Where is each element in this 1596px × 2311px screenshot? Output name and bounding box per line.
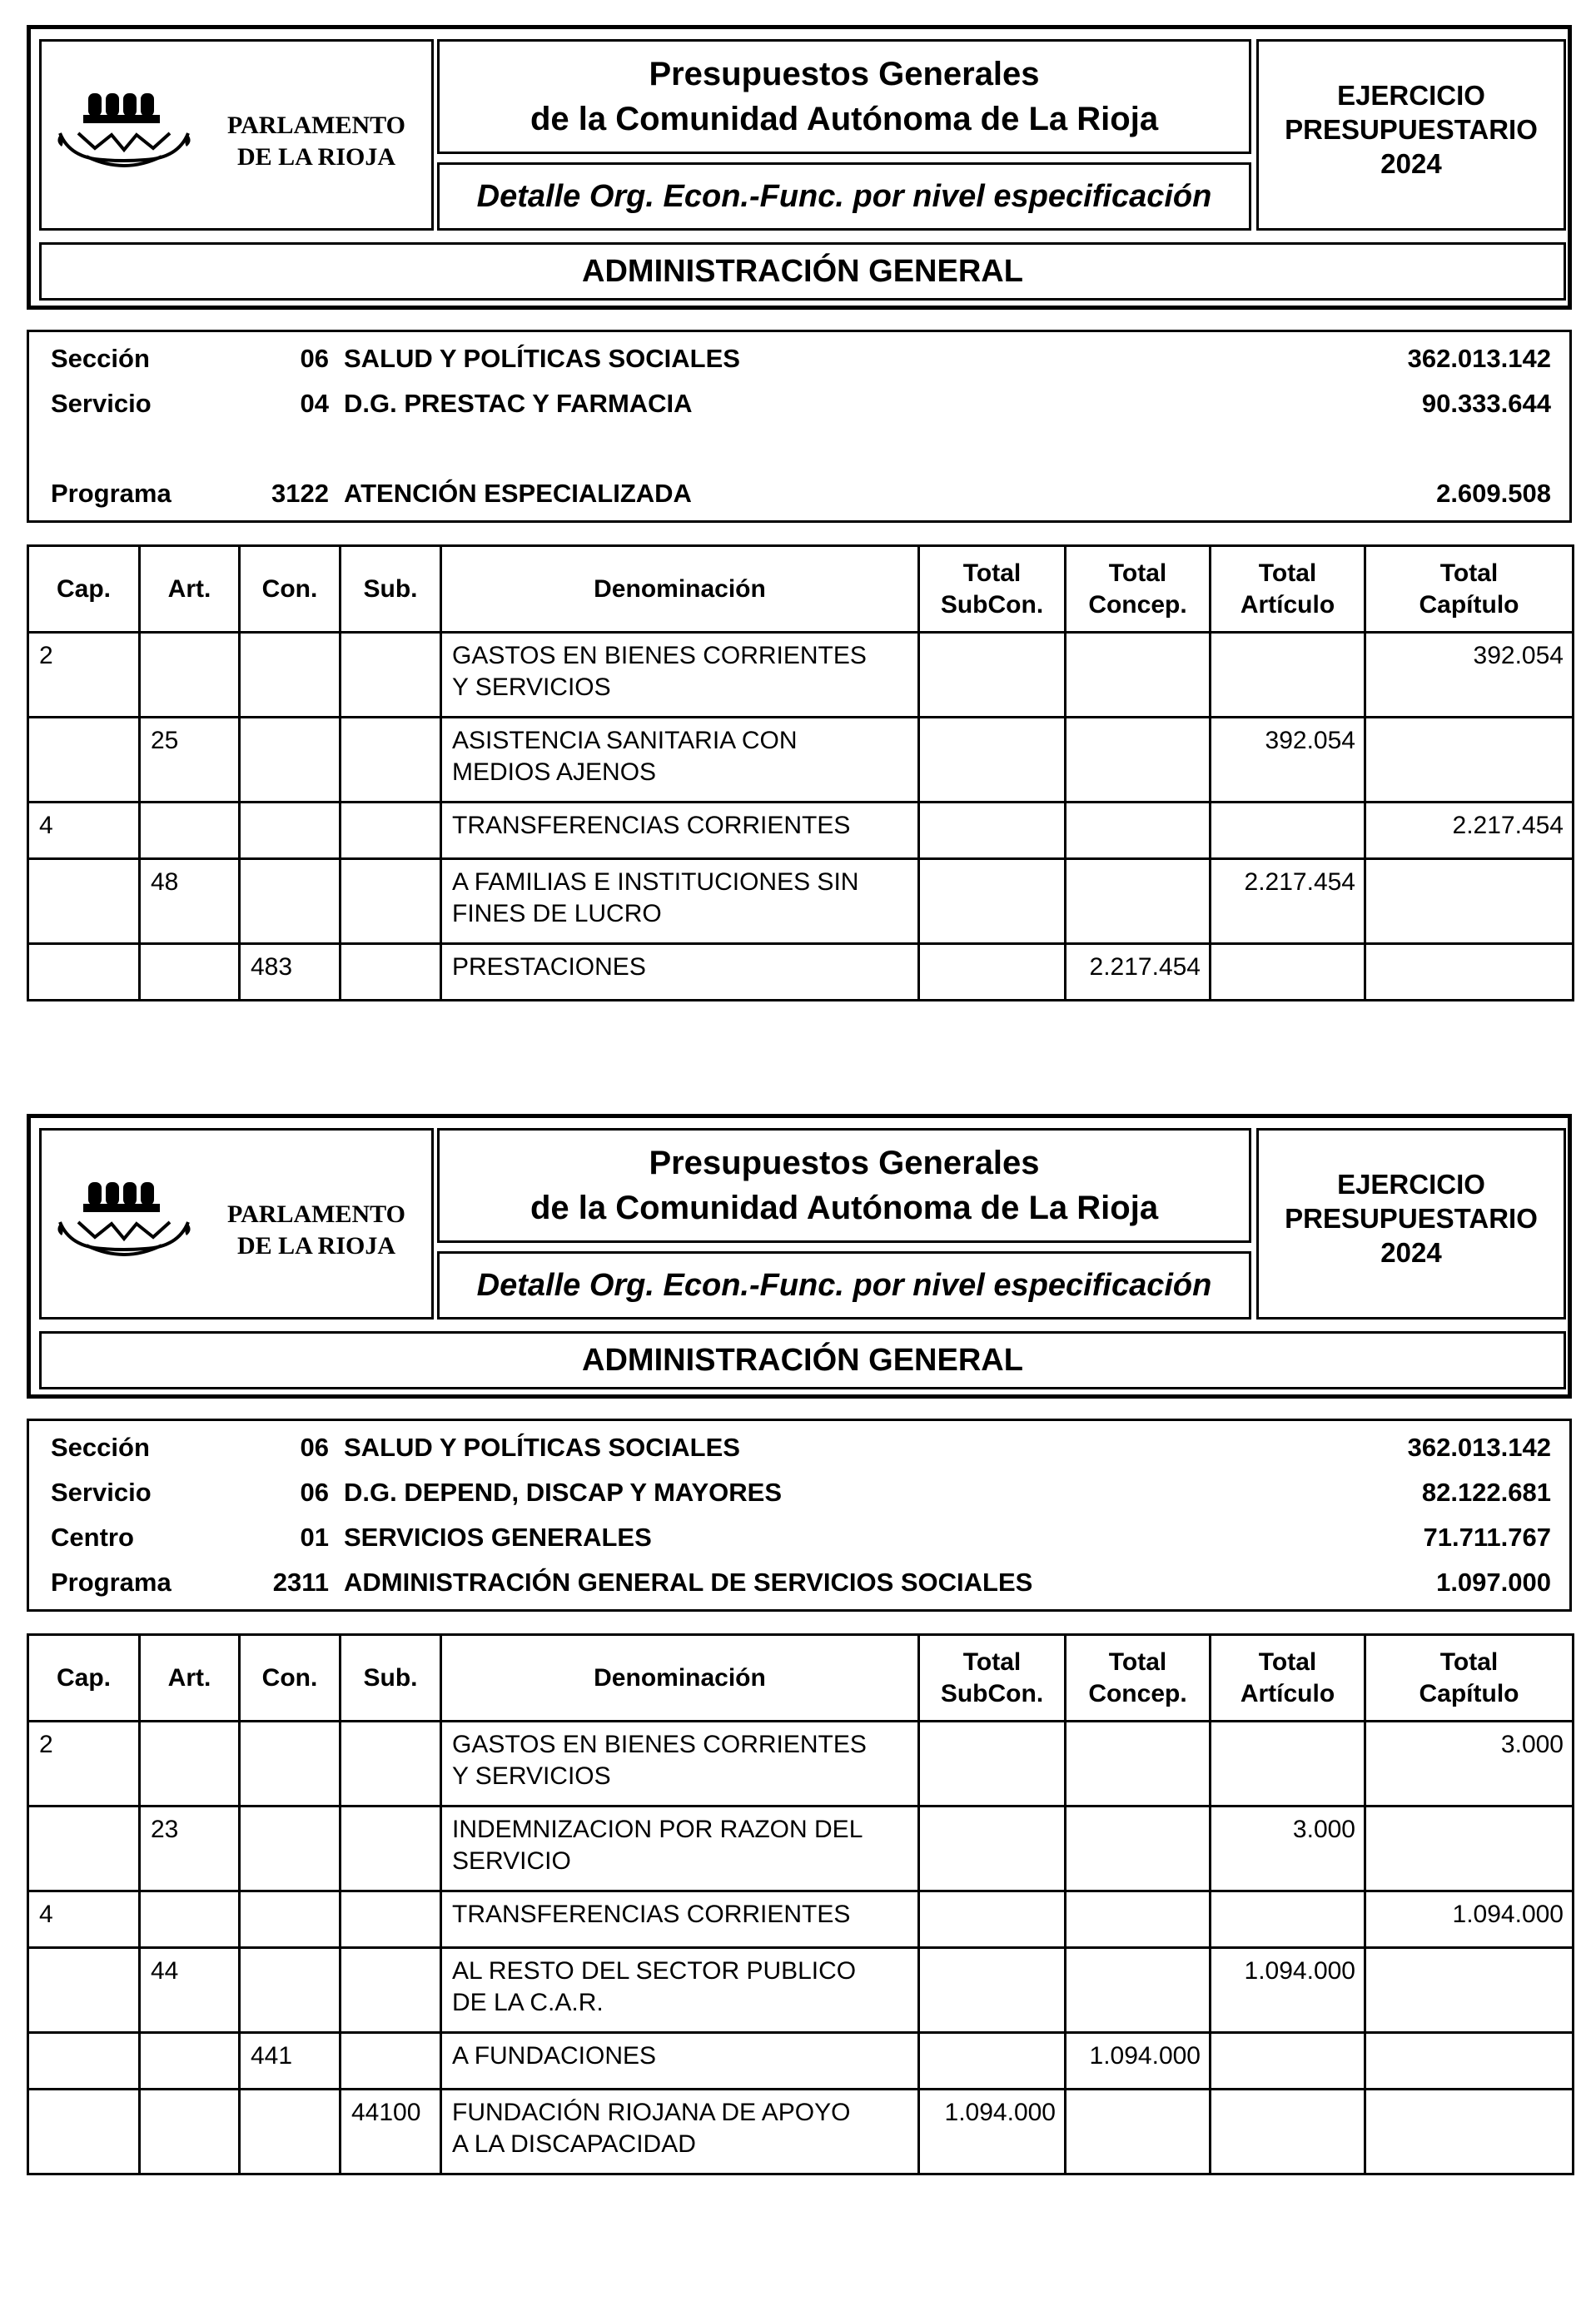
cell-subcon bbox=[919, 803, 1066, 859]
info-label: Sección bbox=[51, 1433, 150, 1462]
col-label: Capítulo bbox=[1419, 1679, 1519, 1707]
year-line1: EJERCICIO bbox=[1337, 1169, 1485, 1200]
col-denominacion: Denominación bbox=[441, 546, 919, 633]
col-label: Artículo bbox=[1240, 590, 1335, 619]
cell-sub bbox=[341, 1948, 441, 2033]
col-sub: Sub. bbox=[341, 546, 441, 633]
parliament-logo-icon bbox=[53, 1172, 195, 1272]
cell-sub bbox=[341, 803, 441, 859]
title-line1: Presupuestos Generales bbox=[649, 1145, 1040, 1181]
den-line: GASTOS EN BIENES CORRIENTES bbox=[452, 642, 867, 669]
cell-subcon bbox=[919, 2033, 1066, 2090]
table-row bbox=[28, 944, 1574, 1001]
den-line: MEDIOS AJENOS bbox=[452, 758, 657, 786]
cell-subcon bbox=[919, 1891, 1066, 1948]
cell-concep bbox=[1066, 1722, 1211, 1807]
col-denominacion: Denominación bbox=[441, 1635, 919, 1722]
cell-art: 44 bbox=[140, 1948, 240, 2033]
cell-articulo bbox=[1211, 944, 1365, 1001]
info-row-programa bbox=[29, 1566, 1569, 1599]
cell-denominacion bbox=[441, 1891, 919, 1948]
cell-denominacion bbox=[441, 1807, 919, 1891]
info-amount: 71.711.767 bbox=[1423, 1523, 1551, 1552]
cell-denominacion bbox=[441, 859, 919, 944]
cell-sub bbox=[341, 1722, 441, 1807]
info-label: Centro bbox=[51, 1523, 134, 1552]
cell-articulo bbox=[1211, 633, 1365, 718]
cell-concep bbox=[1066, 859, 1211, 944]
col-total-articulo bbox=[1211, 1635, 1365, 1722]
org-name-line2: DE LA RIOJA bbox=[236, 1232, 396, 1260]
info-name: SERVICIOS GENERALES bbox=[344, 1523, 652, 1552]
cell-concep: 2.217.454 bbox=[1066, 944, 1211, 1001]
cell-con bbox=[240, 803, 341, 859]
cell-cap bbox=[28, 1807, 140, 1891]
page-header bbox=[27, 25, 1572, 310]
table-row bbox=[28, 1891, 1574, 1948]
col-label: Total bbox=[962, 559, 1022, 587]
info-name: ADMINISTRACIÓN GENERAL DE SERVICIOS SOCIALES bbox=[344, 1568, 1033, 1597]
col-label: Capítulo bbox=[1419, 590, 1519, 619]
cell-sub bbox=[341, 944, 441, 1001]
cell-cap bbox=[28, 944, 140, 1001]
cell-subcon bbox=[919, 1807, 1066, 1891]
col-total-subcon bbox=[919, 546, 1066, 633]
year-value: 2024 bbox=[1380, 148, 1442, 179]
cell-con bbox=[240, 633, 341, 718]
cell-art bbox=[140, 2033, 240, 2090]
info-name: SALUD Y POLÍTICAS SOCIALES bbox=[344, 344, 740, 373]
info-code: 3122 bbox=[271, 479, 329, 508]
col-total-concep bbox=[1066, 1635, 1211, 1722]
cell-sub bbox=[341, 2033, 441, 2090]
year-value: 2024 bbox=[1380, 1237, 1442, 1268]
col-label: Total bbox=[1108, 1648, 1167, 1676]
cell-capitulo bbox=[1365, 2090, 1574, 2174]
cell-articulo bbox=[1211, 2090, 1365, 2174]
cell-cap: 2 bbox=[28, 633, 140, 718]
col-label: SubCon. bbox=[940, 1679, 1044, 1707]
col-label: Total bbox=[1258, 1648, 1317, 1676]
cell-con bbox=[240, 718, 341, 803]
cell-concep bbox=[1066, 2090, 1211, 2174]
cell-subcon bbox=[919, 944, 1066, 1001]
info-row-servicio bbox=[29, 1476, 1569, 1509]
cell-capitulo: 3.000 bbox=[1365, 1722, 1574, 1807]
table-row bbox=[28, 2033, 1574, 2090]
table-row bbox=[28, 1722, 1574, 1807]
document-title bbox=[437, 1128, 1251, 1243]
admin-heading: ADMINISTRACIÓN GENERAL bbox=[39, 242, 1566, 301]
col-label: SubCon. bbox=[940, 590, 1044, 619]
den-line: SERVICIO bbox=[452, 1847, 571, 1875]
cell-sub bbox=[341, 718, 441, 803]
cell-con bbox=[240, 1722, 341, 1807]
cell-denominacion bbox=[441, 718, 919, 803]
info-row-centro bbox=[29, 1521, 1569, 1554]
org-name-line1: PARLAMENTO bbox=[227, 1200, 405, 1228]
cell-subcon bbox=[919, 1722, 1066, 1807]
admin-heading: ADMINISTRACIÓN GENERAL bbox=[39, 1331, 1566, 1389]
col-label: Total bbox=[962, 1648, 1022, 1676]
den-line: TRANSFERENCIAS CORRIENTES bbox=[452, 1901, 851, 1928]
parliament-logo-icon bbox=[53, 83, 195, 183]
col-total-articulo bbox=[1211, 546, 1365, 633]
den-line: Y SERVICIOS bbox=[452, 1762, 611, 1790]
document-title bbox=[437, 39, 1251, 154]
info-name: D.G. PRESTAC Y FARMACIA bbox=[344, 389, 693, 418]
table-header bbox=[28, 1635, 1574, 1722]
info-box bbox=[27, 330, 1572, 523]
den-line: ASISTENCIA SANITARIA CON bbox=[452, 727, 798, 754]
cell-con bbox=[240, 1891, 341, 1948]
den-line: DE LA C.A.R. bbox=[452, 1989, 604, 2016]
cell-concep bbox=[1066, 1891, 1211, 1948]
cell-cap: 4 bbox=[28, 1891, 140, 1948]
table-header bbox=[28, 546, 1574, 633]
cell-con: 441 bbox=[240, 2033, 341, 2090]
info-row-seccion bbox=[29, 342, 1569, 375]
cell-articulo bbox=[1211, 1722, 1365, 1807]
col-label: Concep. bbox=[1088, 590, 1187, 619]
cell-con bbox=[240, 1807, 341, 1891]
info-row-programa bbox=[29, 477, 1569, 510]
year-line2: PRESUPUESTARIO bbox=[1285, 114, 1538, 145]
den-line: A LA DISCAPACIDAD bbox=[452, 2130, 696, 2158]
year-line1: EJERCICIO bbox=[1337, 80, 1485, 111]
cell-subcon bbox=[919, 1948, 1066, 2033]
fiscal-year-box bbox=[1256, 1128, 1566, 1320]
document-subtitle: Detalle Org. Econ.-Func. por nivel especificación bbox=[437, 162, 1251, 231]
cell-denominacion bbox=[441, 2090, 919, 2174]
cell-articulo: 3.000 bbox=[1211, 1807, 1365, 1891]
col-label: Concep. bbox=[1088, 1679, 1187, 1707]
cell-concep bbox=[1066, 1807, 1211, 1891]
den-line: Y SERVICIOS bbox=[452, 673, 611, 701]
cell-cap bbox=[28, 2090, 140, 2174]
cell-con bbox=[240, 1948, 341, 2033]
info-label: Servicio bbox=[51, 1478, 152, 1507]
col-art: Art. bbox=[140, 546, 240, 633]
info-amount: 1.097.000 bbox=[1436, 1568, 1551, 1597]
year-line2: PRESUPUESTARIO bbox=[1285, 1203, 1538, 1234]
title-line2: de la Comunidad Autónoma de La Rioja bbox=[530, 1190, 1159, 1226]
info-box bbox=[27, 1419, 1572, 1612]
cell-con: 483 bbox=[240, 944, 341, 1001]
cell-sub bbox=[341, 859, 441, 944]
cell-denominacion bbox=[441, 803, 919, 859]
info-code: 04 bbox=[300, 389, 329, 418]
logo-box bbox=[39, 1128, 434, 1320]
cell-art bbox=[140, 803, 240, 859]
cell-articulo bbox=[1211, 2033, 1365, 2090]
budget-page-2 bbox=[27, 1114, 1572, 2158]
cell-subcon: 1.094.000 bbox=[919, 2090, 1066, 2174]
cell-cap bbox=[28, 2033, 140, 2090]
col-cap: Cap. bbox=[28, 546, 140, 633]
cell-articulo: 2.217.454 bbox=[1211, 859, 1365, 944]
info-label: Programa bbox=[51, 479, 172, 508]
col-label: Total bbox=[1439, 559, 1499, 587]
info-code: 06 bbox=[300, 1433, 329, 1462]
cell-denominacion bbox=[441, 1948, 919, 2033]
col-cap: Cap. bbox=[28, 1635, 140, 1722]
table-row bbox=[28, 1807, 1574, 1891]
cell-cap bbox=[28, 859, 140, 944]
cell-sub bbox=[341, 1807, 441, 1891]
den-line: TRANSFERENCIAS CORRIENTES bbox=[452, 812, 851, 839]
cell-articulo: 392.054 bbox=[1211, 718, 1365, 803]
den-line: INDEMNIZACION POR RAZON DEL bbox=[452, 1816, 863, 1843]
cell-denominacion bbox=[441, 2033, 919, 2090]
cell-denominacion bbox=[441, 1722, 919, 1807]
info-label: Servicio bbox=[51, 389, 152, 418]
info-code: 06 bbox=[300, 1478, 329, 1507]
page-header bbox=[27, 1114, 1572, 1399]
cell-articulo bbox=[1211, 1891, 1365, 1948]
cell-capitulo: 1.094.000 bbox=[1365, 1891, 1574, 1948]
cell-capitulo: 2.217.454 bbox=[1365, 803, 1574, 859]
info-amount: 82.122.681 bbox=[1421, 1478, 1551, 1507]
table-row bbox=[28, 718, 1574, 803]
cell-capitulo: 392.054 bbox=[1365, 633, 1574, 718]
table-row bbox=[28, 1948, 1574, 2033]
table-row bbox=[28, 803, 1574, 859]
cell-capitulo bbox=[1365, 859, 1574, 944]
den-line: PRESTACIONES bbox=[452, 953, 646, 981]
den-line: A FAMILIAS E INSTITUCIONES SIN bbox=[452, 868, 859, 896]
info-code: 01 bbox=[300, 1523, 329, 1552]
org-name-line1: PARLAMENTO bbox=[227, 112, 405, 139]
cell-articulo: 1.094.000 bbox=[1211, 1948, 1365, 2033]
org-name bbox=[212, 110, 420, 173]
cell-art bbox=[140, 2090, 240, 2174]
col-sub: Sub. bbox=[341, 1635, 441, 1722]
table-row bbox=[28, 2090, 1574, 2174]
info-amount: 2.609.508 bbox=[1436, 479, 1551, 508]
cell-con bbox=[240, 859, 341, 944]
budget-table bbox=[27, 544, 1574, 1001]
budget-table bbox=[27, 1633, 1574, 2175]
col-total-concep bbox=[1066, 546, 1211, 633]
den-line: FINES DE LUCRO bbox=[452, 900, 662, 927]
document-subtitle: Detalle Org. Econ.-Func. por nivel especificación bbox=[437, 1251, 1251, 1320]
info-code: 06 bbox=[300, 344, 329, 373]
col-label: Total bbox=[1258, 559, 1317, 587]
col-label: Total bbox=[1439, 1648, 1499, 1676]
cell-subcon bbox=[919, 718, 1066, 803]
col-total-capitulo bbox=[1365, 546, 1574, 633]
info-label: Sección bbox=[51, 344, 150, 373]
den-line: A FUNDACIONES bbox=[452, 2042, 657, 2070]
den-line: FUNDACIÓN RIOJANA DE APOYO bbox=[452, 2099, 851, 2126]
cell-art: 48 bbox=[140, 859, 240, 944]
cell-concep bbox=[1066, 1948, 1211, 2033]
cell-cap: 4 bbox=[28, 803, 140, 859]
cell-capitulo bbox=[1365, 718, 1574, 803]
info-row-seccion bbox=[29, 1431, 1569, 1464]
fiscal-year-box bbox=[1256, 39, 1566, 231]
cell-subcon bbox=[919, 633, 1066, 718]
cell-capitulo bbox=[1365, 2033, 1574, 2090]
col-total-capitulo bbox=[1365, 1635, 1574, 1722]
cell-art bbox=[140, 633, 240, 718]
logo-box bbox=[39, 39, 434, 231]
den-line: GASTOS EN BIENES CORRIENTES bbox=[452, 1731, 867, 1758]
info-name: D.G. DEPEND, DISCAP Y MAYORES bbox=[344, 1478, 783, 1507]
title-line1: Presupuestos Generales bbox=[649, 56, 1040, 92]
cell-art bbox=[140, 1891, 240, 1948]
cell-con bbox=[240, 2090, 341, 2174]
cell-sub: 44100 bbox=[341, 2090, 441, 2174]
cell-articulo bbox=[1211, 803, 1365, 859]
table-row bbox=[28, 633, 1574, 718]
title-line2: de la Comunidad Autónoma de La Rioja bbox=[530, 101, 1159, 137]
cell-subcon bbox=[919, 859, 1066, 944]
cell-concep: 1.094.000 bbox=[1066, 2033, 1211, 2090]
cell-sub bbox=[341, 633, 441, 718]
cell-art bbox=[140, 1722, 240, 1807]
cell-cap bbox=[28, 1948, 140, 2033]
info-name: SALUD Y POLÍTICAS SOCIALES bbox=[344, 1433, 740, 1462]
cell-concep bbox=[1066, 803, 1211, 859]
cell-cap bbox=[28, 718, 140, 803]
info-amount: 362.013.142 bbox=[1407, 344, 1551, 373]
info-amount: 90.333.644 bbox=[1421, 389, 1551, 418]
col-con: Con. bbox=[240, 1635, 341, 1722]
info-code: 2311 bbox=[272, 1568, 329, 1597]
table-row bbox=[28, 859, 1574, 944]
cell-art: 23 bbox=[140, 1807, 240, 1891]
info-row-servicio bbox=[29, 387, 1569, 420]
budget-page-1 bbox=[27, 25, 1572, 981]
cell-capitulo bbox=[1365, 1807, 1574, 1891]
info-amount: 362.013.142 bbox=[1407, 1433, 1551, 1462]
cell-denominacion bbox=[441, 633, 919, 718]
den-line: AL RESTO DEL SECTOR PUBLICO bbox=[452, 1957, 857, 1985]
org-name bbox=[212, 1199, 420, 1262]
org-name-line2: DE LA RIOJA bbox=[236, 143, 396, 171]
cell-denominacion bbox=[441, 944, 919, 1001]
info-name: ATENCIÓN ESPECIALIZADA bbox=[344, 479, 692, 508]
cell-concep bbox=[1066, 633, 1211, 718]
info-label: Programa bbox=[51, 1568, 172, 1597]
col-total-subcon bbox=[919, 1635, 1066, 1722]
col-label: Total bbox=[1108, 559, 1167, 587]
col-label: Artículo bbox=[1240, 1679, 1335, 1707]
cell-capitulo bbox=[1365, 944, 1574, 1001]
cell-cap: 2 bbox=[28, 1722, 140, 1807]
col-art: Art. bbox=[140, 1635, 240, 1722]
cell-art: 25 bbox=[140, 718, 240, 803]
cell-capitulo bbox=[1365, 1948, 1574, 2033]
col-con: Con. bbox=[240, 546, 341, 633]
cell-art bbox=[140, 944, 240, 1001]
cell-sub bbox=[341, 1891, 441, 1948]
cell-concep bbox=[1066, 718, 1211, 803]
